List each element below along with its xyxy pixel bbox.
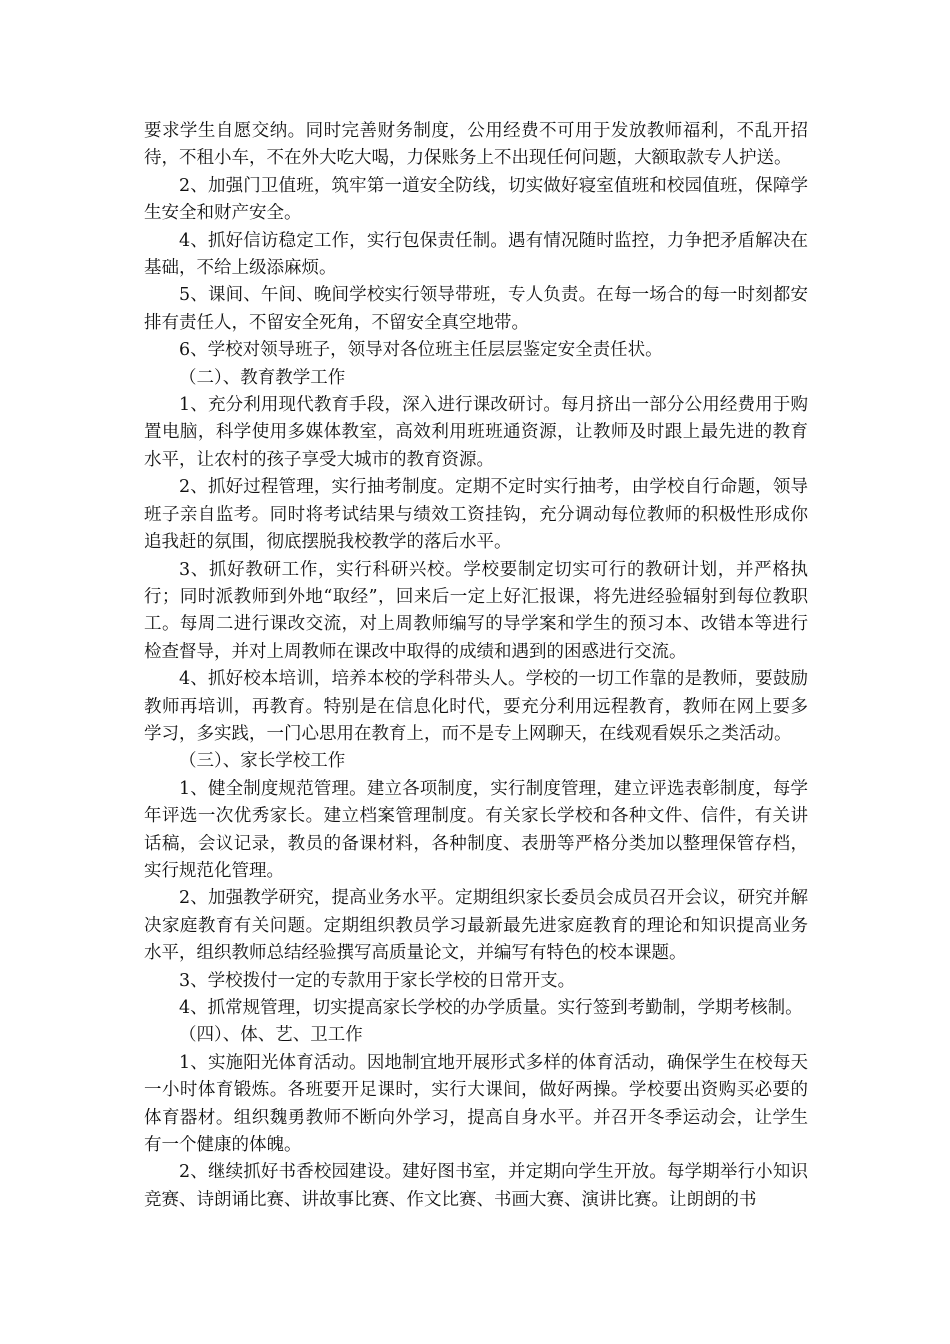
paragraph-teaching-study: 2、加强教学研究，提高业务水平。定期组织家长委员会成员召开会议，研究并解决家庭教育有关问题。定期组织教员学习最新最先进家庭教育的理论和知识提高业务水平，组织教师总结经验撰写高质量论文，并编写有特色的校本课题。 [144, 888, 808, 964]
section-heading-teaching: （二）、教育教学工作 [179, 367, 346, 388]
section-heading-sports-arts-health: （四）、体、艺、卫工作 [179, 1025, 363, 1046]
section-heading-parent-school: （三）、家长学校工作 [179, 751, 346, 772]
paragraph-teaching-research: 3、抓好教研工作，实行科研兴校。学校要制定切实可行的教研计划，并严格执行；同时派教师到外地“取经”，回来后一定上好汇报课，将先进经验辐射到每位教职工。每周二进行课改交流，对上周教师编写的导学案和学生的预习本、改错本等进行检查督导，并对上周教师在课改中取得的成绩和遇到的困惑进行交流。 [144, 559, 808, 662]
paragraph-special-funds: 3、学校拨付一定的专款用于家长学校的日常开支。 [179, 970, 576, 991]
paragraph-finance: 要求学生自愿交纳。同时完善财务制度，公用经费不可用于发放教师福利，不乱开招待，不租小车，不在外大吃大喝，力保账务上不出现任何问题，大额取款专人护送。 [144, 121, 808, 169]
paragraph-sunshine-sports: 1、实施阳光体育活动。因地制宜地开展形式多样的体育活动，确保学生在校每天一小时体育锻炼。各班要开足课时，实行大课间，做好两操。学校要出资购买必要的体育器材。组织魏勇教师不断向外学习，提高自身水平。并召开冬季运动会，让学生有一个健康的体魄。 [144, 1052, 808, 1156]
paragraph-leader-duty: 5、课间、午间、晚间学校实行领导带班，专人负责。在每一场合的每一时刻都安排有责任人，不留安全死角，不留安全真空地带。 [144, 285, 808, 333]
paragraph-gate-duty: 2、加强门卫值班，筑牢第一道安全防线，切实做好寝室值班和校园值班，保障学生安全和财产安全。 [144, 175, 808, 224]
paragraph-school-training: 4、抓好校本培训，培养本校的学科带头人。学校的一切工作靠的是教师，要鼓励教师再培训，再教育。特别是在信息化时代，要充分利用远程教育，教师在网上要多学习，多实践，一门心思用在教育上，而不是专上网聊天，在线观看娱乐之类活动。 [144, 669, 808, 744]
paragraph-rules-management: 1、健全制度规范管理。建立各项制度，实行制度管理，建立评选表彰制度，每学年评选一次优秀家长。建立档案管理制度。有关家长学校和各种文件、信件，有关讲话稿，会议记录，教员的备课材料，各种制度、表册等严格分类加以整理保管存档，实行规范化管理。 [144, 778, 808, 881]
paragraph-process-management: 2、抓好过程管理，实行抽考制度。定期不定时实行抽考，由学校自行命题，领导班子亲自监考。同时将考试结果与绩效工资挂钩，充分调动每位教师的积极性形成你追我赶的氛围，彻底摆脱我校教学的落后水平。 [144, 477, 808, 553]
paragraph-routine-management: 4、抓常规管理，切实提高家长学校的办学质量。实行签到考勤制，学期考核制。 [179, 998, 803, 1018]
paragraph-petition: 4、抓好信访稳定工作，实行包保责任制。遇有情况随时监控，力争把矛盾解决在基础，不给上级添麻烦。 [144, 230, 808, 279]
paragraph-safety-responsibility: 6、学校对领导班子，领导对各位班主任层层鉴定安全责任状。 [179, 340, 663, 361]
document-body [144, 118, 808, 1214]
paragraph-modern-education: 1、充分利用现代教育手段，深入进行课改研讨。每月挤出一部分公用经费用于购置电脑，科学使用多媒体教室，高效利用班班通资源，让教师及时跟上最先进的教育水平，让农村的孩子享受大城市的教育资源。 [144, 395, 808, 470]
paragraph-book-campus: 2、继续抓好书香校园建设。建好图书室，并定期向学生开放。每学期举行小知识竞赛、诗朗诵比赛、讲故事比赛、作文比赛、书画大赛、演讲比赛。让朗朗的书 [144, 1162, 808, 1210]
